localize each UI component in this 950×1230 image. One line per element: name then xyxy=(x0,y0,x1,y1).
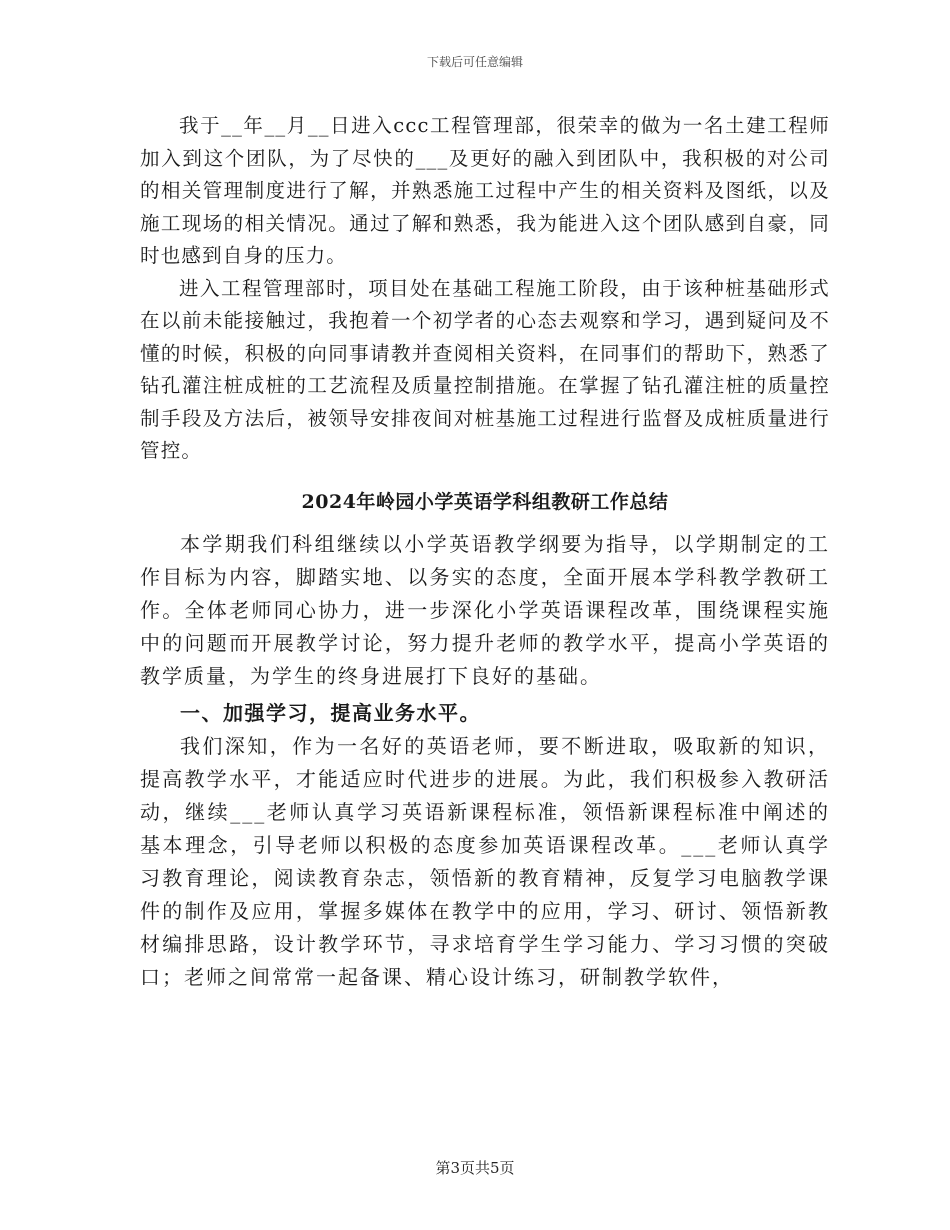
report-paragraph-2: 我们深知，作为一名好的英语老师，要不断进取，吸取新的知识，提高教学水平，才能适应时代进步的进展。为此，我们积极参入教研活动，继续___老师认真学习英语新课程标准，领悟新课程标准中阐述的基本理念，引导老师以积极的态度参加英语课程改革。___老师认真学习教育理论，阅读教育杂志，领悟新的教育精神，反复学习电脑教学课件的制作及应用，掌握多媒体在教学中的应用，学习、研讨、领悟新教材编排思路，设计教学环节，寻求培育学生学习能力、学习习惯的突破口；老师之间常常一起备课、精心设计练习，研制教学软件， xyxy=(140,733,830,989)
page-footer: 第3页共5页 xyxy=(435,1159,515,1177)
page-content xyxy=(140,110,830,994)
intro-section xyxy=(140,110,830,468)
intro-paragraph-2: 进入工程管理部时，项目处在基础工程施工阶段，由于该种桩基础形式在以前未能接触过，我抱着一个初学者的心态去观察和学习，遇到疑问及不懂的时候，积极的向同事请教并查阅相关资料，在同事们的帮助下，熟悉了钻孔灌注桩成桩的工艺流程及质量控制措施。在掌握了钻孔灌注桩的质量控制手段及方法后，被领导安排夜间对桩基施工过程进行监督及成桩质量进行管控。 xyxy=(140,276,830,462)
section-heading-1: 一、加强学习，提高业务水平。 xyxy=(180,700,481,725)
intro-paragraph-1: 我于__年__月__日进入ccc工程管理部，很荣幸的做为一名土建工程师加入到这个团队，为了尽快的___及更好的融入到团队中，我积极的对公司的相关管理制度进行了解，并熟悉施工过程中产生的相关资料及图纸，以及施工现场的相关情况。通过了解和熟悉，我为能进入这个团队感到自豪，同时也感到自身的压力。 xyxy=(140,114,830,267)
report-paragraph-1: 本学期我们科组继续以小学英语教学纲要为指导，以学期制定的工作目标为内容，脚踏实地、以务实的态度，全面开展本学科教学教研工作。全体老师同心协力，进一步深化小学英语课程改革，围绕课程实施中的问题而开展教学讨论，努力提升老师的教学水平，提高小学英语的教学质量，为学生的终身进展打下良好的基础。 xyxy=(140,531,830,688)
page-header: 下载后可任意编辑 xyxy=(426,55,523,69)
report-body xyxy=(140,528,830,994)
report-title: 2024年岭园小学英语学科组教研工作总结 xyxy=(301,490,669,513)
